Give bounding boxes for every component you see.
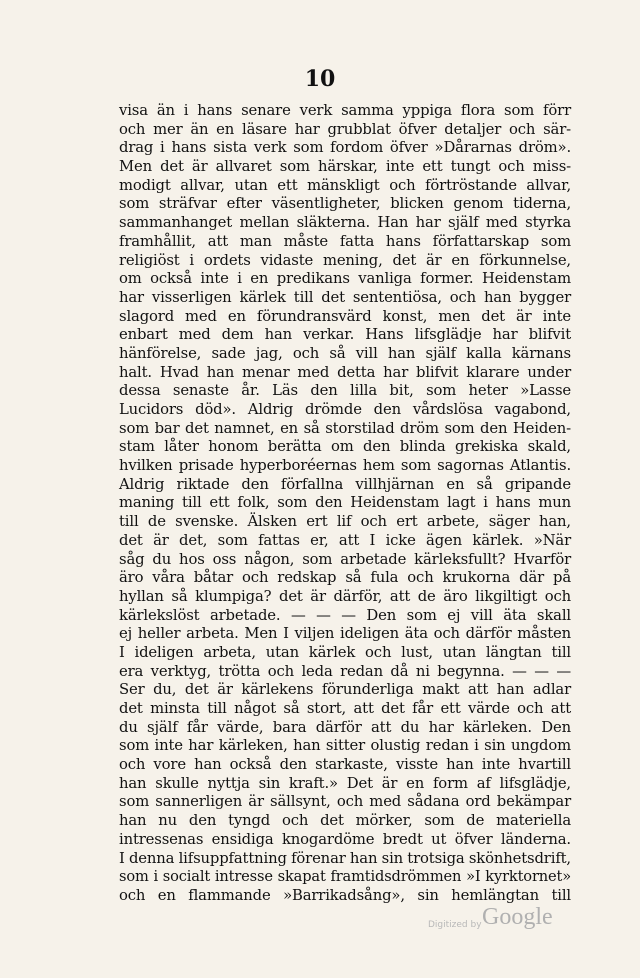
text-line: halt. Hvad han menar med detta har blifvit klarare under [119, 363, 571, 381]
text-line: era verktyg, trötta och leda redan då ni begynna. — — — [119, 662, 571, 680]
text-line: religiöst i ordets vidaste mening, det är en förkunnelse, [119, 251, 571, 269]
text-line: enbart med dem han verkar. Hans lifsglädje har blifvit [119, 326, 571, 344]
text-line: drag i hans sista verk som fordom öfver »Dårarnas dröm». [119, 139, 571, 157]
text-line: det minsta till något så stort, att det får ett värde och att [119, 700, 571, 717]
watermark-small-text: Digitized by [428, 920, 482, 930]
text-line: modigt allvar, utan ett mänskligt och förtröstande allvar, [119, 176, 571, 194]
text-line: och mer än en läsare har grubblat öfver detaljer och sär- [119, 120, 571, 138]
text-line: som sannerligen är sällsynt, och med sådana ord bekämpar [119, 793, 571, 811]
text-line: Ser du, det är kärlekens förunderliga makt att han adlar [119, 681, 571, 699]
text-line: Aldrig riktade den förfallna villhjärnan en så gripande [119, 475, 571, 493]
text-line: äro våra båtar och redskap så fula och krukorna där på [119, 569, 571, 587]
text-line: Lucidors död». Aldrig drömde den vårdslösa vagabond, [119, 401, 571, 418]
text-line: och vore han också den starkaste, visste han inte hvartill [119, 756, 571, 774]
text-line: maning till ett folk, som den Heidenstam lagt i hans mun [119, 494, 571, 512]
text-line: såg du hos oss någon, som arbetade kärleksfullt? Hvarför [119, 550, 571, 568]
text-line: visa än i hans senare verk samma yppiga flora som förr [119, 102, 571, 119]
google-logo: Google [482, 904, 553, 930]
page-number: 10 [304, 66, 336, 92]
body-text [119, 102, 571, 906]
text-line: intressenas ensidiga knogardöme bredt ut öfver länderna. [119, 830, 571, 848]
text-line: som bar det namnet, en så storstilad dröm som den Heiden- [119, 419, 571, 437]
text-line: dessa senaste år. Läs den lilla bit, som heter »Lasse [119, 382, 571, 400]
text-line: som inte har kärleken, han sitter olustig redan i sin ungdom [119, 737, 571, 755]
text-line: det är det, som fattas er, att I icke ägen kärlek. »När [119, 531, 571, 549]
text-line: som sträfvar efter väsentligheter, blicken genom tiderna, [119, 195, 571, 213]
text-line: hänförelse, sade jag, och så vill han själf kalla kärnans [119, 344, 571, 362]
text-line: I ideligen arbeta, utan kärlek och lust, utan längtan till [119, 643, 571, 661]
text-line: kärlekslöst arbetade. — — — Den som ej vill äta skall [119, 606, 571, 624]
text-line: Men det är allvaret som härskar, inte ett tungt och miss- [119, 158, 571, 176]
text-line: framhållit, att man måste fatta hans författarskap som [119, 232, 571, 250]
text-line: I denna lifsuppfattning förenar han sin trotsiga skönhetsdrift, [119, 849, 571, 867]
text-line: och en flammande »Barrikadsång», sin hemlängtan till [119, 886, 571, 904]
digitized-watermark [428, 904, 558, 938]
text-line: han skulle nyttja sin kraft.» Det är en form af lifsglädje, [119, 774, 571, 792]
text-line: du själf får värde, bara därför att du har kärleken. Den [119, 718, 571, 736]
text-line: slagord med en förundransvärd konst, men det är inte [119, 307, 571, 325]
text-line: som i socialt intresse skapat framtidsdrömmen »I kyrktornet» [119, 868, 571, 886]
text-line: han nu den tyngd och det mörker, som de materiella [119, 812, 571, 830]
text-line: sammanhanget mellan släkterna. Han har själf med styrka [119, 214, 571, 232]
text-line: stam låter honom berätta om den blinda grekiska skald, [119, 438, 571, 456]
text-line: hyllan så klumpiga? det är därför, att de äro likgiltigt och [119, 587, 571, 605]
text-line: hvilken prisade hyperboréernas hem som sagornas Atlantis. [119, 457, 571, 475]
text-line: har visserligen kärlek till det sententiösa, och han bygger [119, 288, 571, 306]
text-line: till de svenske. Älsken ert lif och ert arbete, säger han, [119, 513, 571, 531]
text-line: ej heller arbeta. Men I viljen ideligen äta och därför måsten [119, 625, 571, 643]
text-line: om också inte i en predikans vanliga former. Heidenstam [119, 270, 571, 288]
